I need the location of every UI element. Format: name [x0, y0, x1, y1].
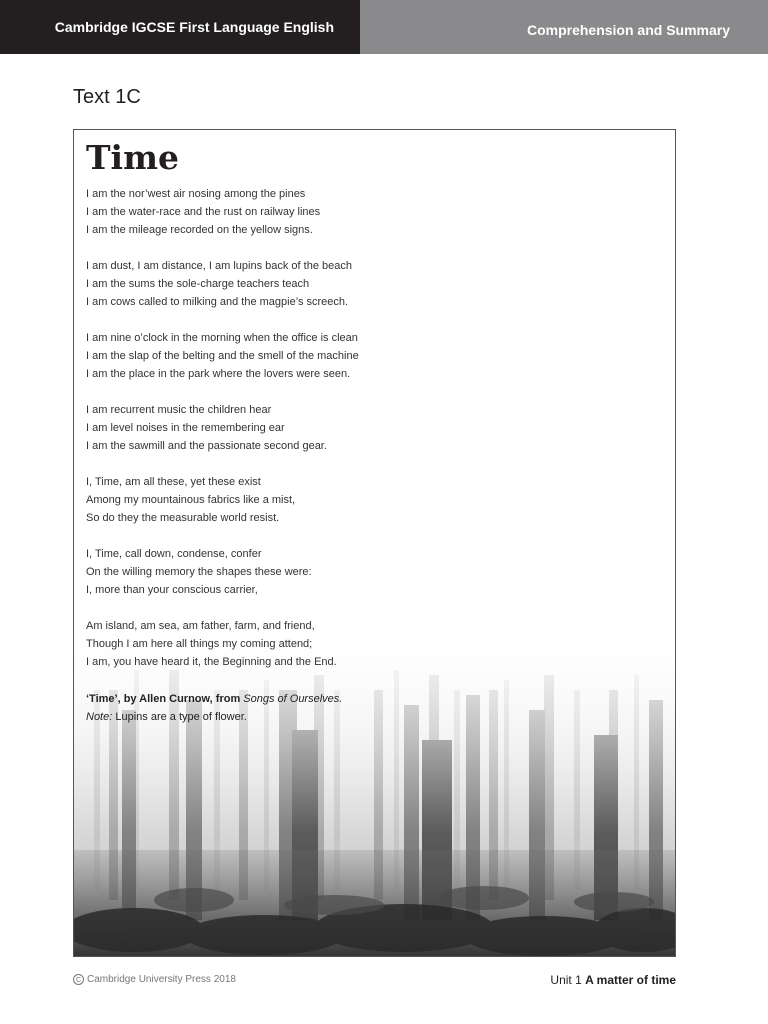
poem-credits	[86, 690, 646, 726]
poem-line: On the willing memory the shapes these were:	[86, 566, 312, 578]
poem-line: I, more than your conscious carrier,	[86, 584, 258, 596]
unit-label	[550, 973, 676, 987]
poem-line: So do they the measurable world resist.	[86, 512, 280, 524]
attribution-text: ‘Time’, by Allen Curnow, from	[86, 693, 244, 705]
poem-line: I am the sawmill and the passionate second gear.	[86, 440, 327, 452]
copyright-text: Cambridge University Press 2018	[87, 974, 236, 985]
stanza	[86, 473, 646, 527]
poem-line: I, Time, am all these, yet these exist	[86, 476, 261, 488]
note-text: Lupins are a type of flower.	[112, 711, 247, 723]
chapter-title: Comprehension and Summary	[360, 0, 768, 54]
copyright-icon: C	[73, 974, 84, 985]
poem-line: I am cows called to milking and the magpie’s screech.	[86, 296, 349, 308]
stanza	[86, 185, 646, 239]
poem-note	[86, 708, 646, 726]
unit-title: A matter of time	[585, 973, 676, 987]
poem-line: I am the mileage recorded on the yellow signs.	[86, 224, 313, 236]
poem-frame	[73, 129, 676, 957]
book-title: Cambridge IGCSE First Language English	[0, 0, 360, 54]
stanza	[86, 617, 646, 671]
stanza	[86, 401, 646, 455]
poem-title: Time	[86, 138, 180, 177]
stanza	[86, 545, 646, 599]
poem-attribution	[86, 690, 646, 708]
poem-line: I am the sums the sole-charge teachers teach	[86, 278, 310, 290]
section-title: Text 1C	[73, 86, 141, 108]
note-label: Note:	[86, 711, 113, 723]
poem-line: I am the slap of the belting and the smell of the machine	[86, 350, 359, 362]
poem-line: Though I am here all things my coming attend;	[86, 638, 313, 650]
attribution-source: Songs of Ourselves.	[243, 693, 343, 705]
page-header	[0, 0, 768, 54]
poem-line: I am level noises in the remembering ear	[86, 422, 285, 434]
poem-line: I am recurrent music the children hear	[86, 404, 272, 416]
unit-number: Unit 1	[550, 973, 586, 987]
poem-line: Among my mountainous fabrics like a mist,	[86, 494, 296, 506]
poem-line: I am the water-race and the rust on railway lines	[86, 206, 321, 218]
poem-line: I am, you have heard it, the Beginning and the End.	[86, 656, 337, 668]
poem-line: I am dust, I am distance, I am lupins back of the beach	[86, 260, 352, 272]
poem-line: I am the nor’west air nosing among the pines	[86, 188, 306, 200]
stanza	[86, 257, 646, 311]
poem-line: Am island, am sea, am father, farm, and friend,	[86, 620, 315, 632]
poem-line: I am the place in the park where the lovers were seen.	[86, 368, 351, 380]
poem-line: I am nine o’clock in the morning when the office is clean	[86, 332, 358, 344]
copyright-notice	[73, 974, 236, 985]
stanza	[86, 329, 646, 383]
poem-line: I, Time, call down, condense, confer	[86, 548, 262, 560]
poem-body	[86, 185, 646, 689]
